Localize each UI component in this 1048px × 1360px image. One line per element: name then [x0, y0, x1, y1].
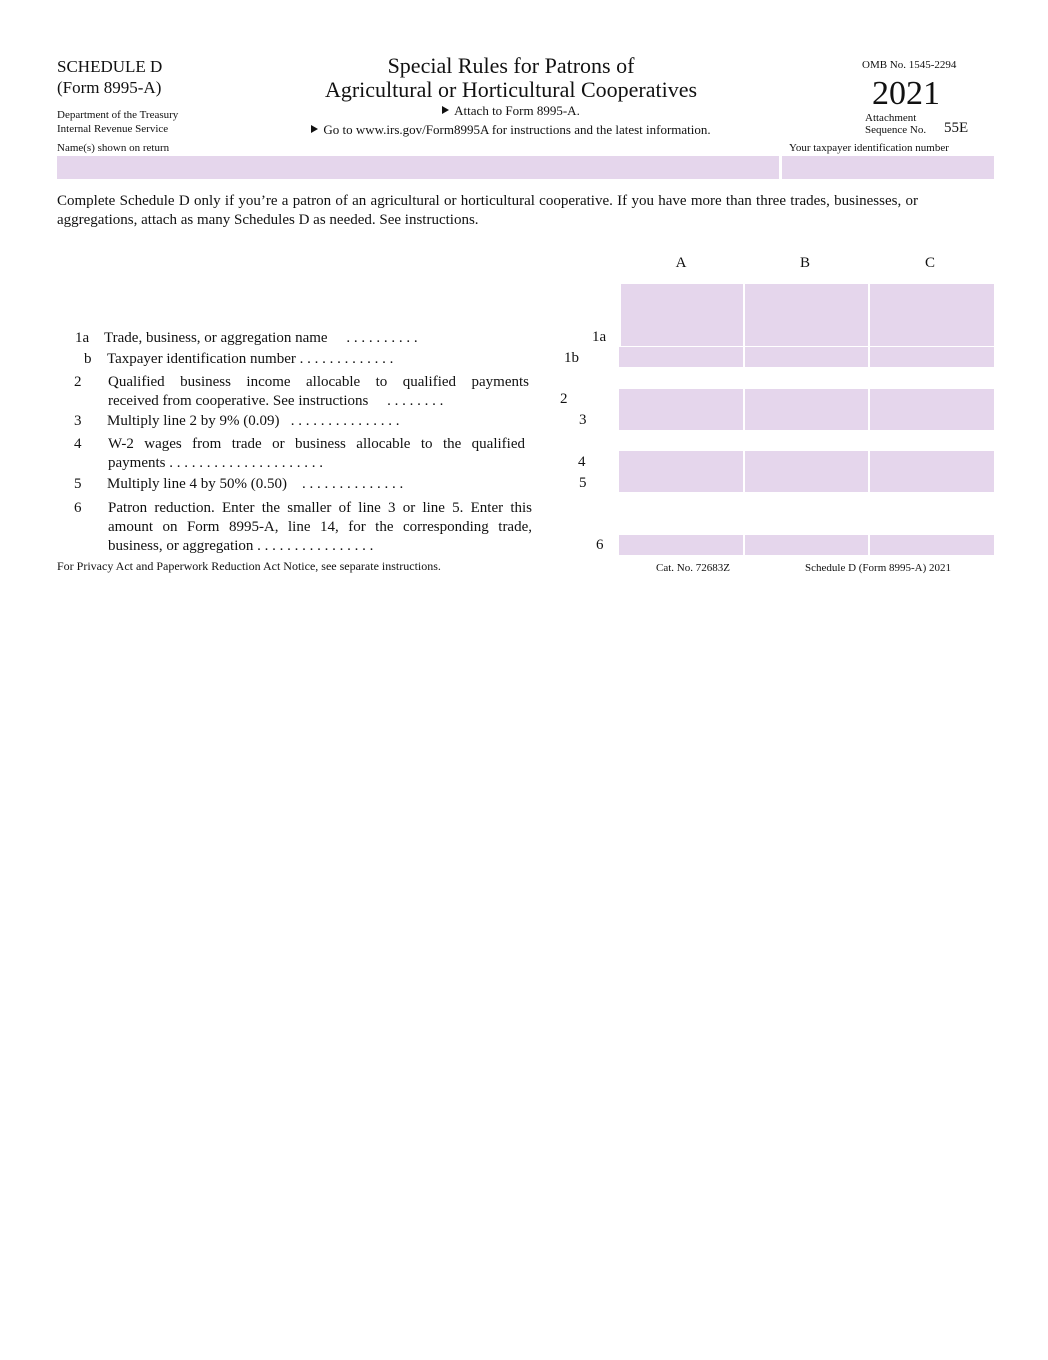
leader-dots: . . . . . . . . . . . . . . .: [290, 413, 400, 429]
column-header-b: B: [799, 255, 810, 271]
line-5-label: Multiply line 4 by 50% (0.50) . . . . . . . . . . . . . .: [107, 476, 404, 492]
line-1a-input-a[interactable]: [621, 284, 743, 346]
line-3-label: Multiply line 2 by 9% (0.09) . . . . . . . . . . . . . . .: [107, 413, 400, 429]
line-2-input-b[interactable]: [745, 389, 868, 430]
column-header-a: A: [675, 255, 687, 271]
line-2-input-c[interactable]: [870, 389, 994, 430]
leader-dots: . . . . . . . . . . . . . . . . . . . . .: [169, 455, 323, 471]
intro-text: Complete Schedule D only if you’re a patron of an agricultural or horticultural cooperative. If you have more than three trades, businesses, or aggregations, attach as many Schedules D as needed. See instructions.: [57, 193, 918, 228]
line-2-label: Qualified business income allocable to qualified payments received from cooperative. See instructions . . . . . . . .: [108, 374, 529, 409]
names-label: Name(s) shown on return: [57, 142, 170, 154]
line-1a-input-c[interactable]: [870, 284, 994, 346]
form-reference: (Form 8995-A): [57, 78, 162, 97]
names-input[interactable]: [57, 156, 779, 179]
line-1a-number: 1a: [75, 330, 90, 346]
line-3-number: 3: [74, 413, 82, 429]
line-6-input-a[interactable]: [619, 535, 743, 555]
catalog-number: Cat. No. 72683Z: [656, 562, 730, 574]
line-4-number: 4: [74, 436, 82, 452]
line-1b-input-c[interactable]: [870, 347, 994, 367]
leader-dots: . . . . . . . . . . . . .: [299, 351, 394, 367]
line-1a-ref: 1a: [592, 329, 607, 345]
form-footer-title: Schedule D (Form 8995-A) 2021: [805, 562, 952, 574]
leader-dots: . . . . . . . .: [387, 393, 444, 409]
attachment-sequence-label: [865, 112, 926, 136]
department-label: Department of the Treasury: [57, 109, 179, 121]
line-2-ref: 2: [560, 391, 568, 407]
line-4-input-a[interactable]: [619, 451, 743, 492]
line-1b-number: b: [84, 351, 92, 367]
form-title-line-2: Agricultural or Horticultural Cooperatives: [324, 77, 698, 102]
column-header-c: C: [924, 255, 935, 271]
line-6-input-c[interactable]: [870, 535, 994, 555]
sequence-label: Sequence No.: [865, 124, 927, 136]
line-5-number: 5: [74, 476, 82, 492]
line-1b-input-b[interactable]: [745, 347, 868, 367]
triangle-arrow-icon: [442, 106, 449, 114]
tin-label: Your taxpayer identification number: [789, 142, 949, 154]
line-1b-ref: 1b: [564, 350, 579, 366]
line-1a-input-b[interactable]: [745, 284, 868, 346]
line-4-ref: 4: [578, 454, 586, 470]
attach-text: Attach to Form 8995-A.: [454, 103, 580, 118]
privacy-notice: For Privacy Act and Paperwork Reduction Act Notice, see separate instructions.: [57, 559, 441, 573]
line-3-ref: 3: [579, 412, 587, 428]
line-6-label: Patron reduction. Enter the smaller of line 3 or line 5. Enter this amount on Form 8995-A, line 14, for the corresponding trade, business, or aggregation . . . . . . . . . . . . . . . .: [108, 500, 532, 554]
leader-dots: . . . . . . . . . . . . . . . .: [257, 538, 374, 554]
line-2-input-a[interactable]: [619, 389, 743, 430]
form-title-line-1: Special Rules for Patrons of: [387, 53, 635, 78]
line-4-label: W-2 wages from trade or business allocable to the qualified payments . . . . . . . . . . . . . . . . . . . . .: [108, 436, 525, 471]
line-6-ref: 6: [596, 537, 604, 553]
tax-year: 2021: [872, 75, 940, 112]
line-4-input-c[interactable]: [870, 451, 994, 492]
attachment-label: Attachment: [865, 112, 917, 124]
leader-dots: . . . . . . . . . . . . . .: [302, 476, 404, 492]
omb-number: OMB No. 1545-2294: [862, 59, 957, 71]
leader-dots: . . . . . . . . . .: [346, 330, 418, 346]
service-label: Internal Revenue Service: [57, 123, 169, 135]
line-6-number: 6: [74, 500, 82, 516]
line-4-input-b[interactable]: [745, 451, 868, 492]
line-1b-input-a[interactable]: [619, 347, 743, 367]
line-1b-label: Taxpayer identification number . . . . . . . . . . . . .: [107, 351, 394, 367]
sequence-number: 55E: [944, 120, 969, 136]
schedule-title: SCHEDULE D: [57, 57, 163, 76]
taxpayer-id-input[interactable]: [782, 156, 994, 179]
triangle-arrow-icon: [311, 125, 318, 133]
line-6-input-b[interactable]: [745, 535, 868, 555]
goto-text[interactable]: Go to www.irs.gov/Form8995A for instructions and the latest information.: [323, 122, 711, 137]
line-5-ref: 5: [579, 475, 587, 491]
line-2-number: 2: [74, 374, 82, 390]
line-1a-label: Trade, business, or aggregation name . . . . . . . . . .: [104, 330, 418, 346]
